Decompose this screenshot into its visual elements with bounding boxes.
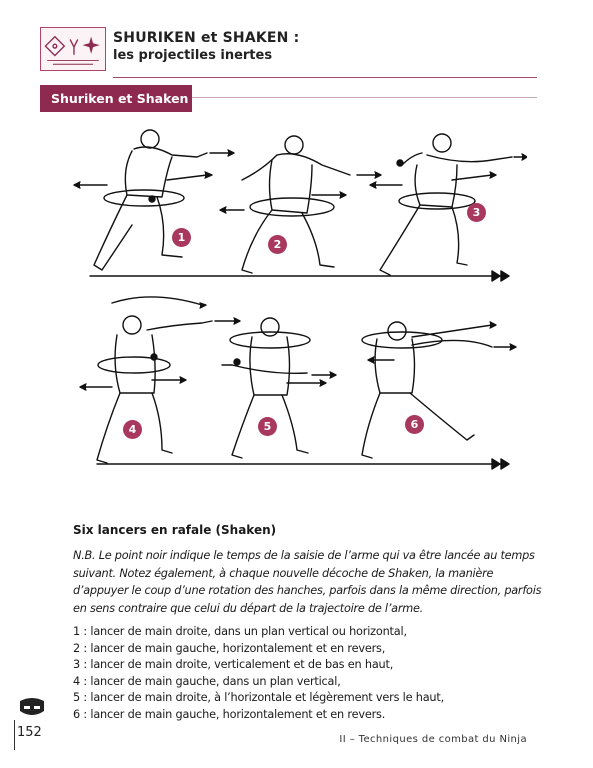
running-footer: II – Techniques de combat du Ninja xyxy=(339,734,527,745)
list-item: 4 : lancer de main gauche, dans un plan vertical, xyxy=(73,674,341,688)
throw-list xyxy=(73,624,543,723)
caption-note: N.B. Le point noir indique le temps de la saisie de l’arme qui va être lancée au temps suivant. Notez également, à chaque nouvelle décoche de Shaken, la manière d’appuyer le coup d’une rotation des hanches, parfois dans la même direction, parfois en sens contraire que celui du départ de la trajectoire de l’arme. xyxy=(73,549,542,615)
figure-4 xyxy=(80,297,240,463)
caption-heading: Six lancers en rafale (Shaken) xyxy=(73,523,277,537)
figure-5 xyxy=(222,318,336,458)
header-divider xyxy=(113,77,537,78)
step-badge-6: 6 xyxy=(405,415,424,434)
chapter-title xyxy=(113,30,533,65)
step-badge-3: 3 xyxy=(467,203,486,222)
figure-3 xyxy=(370,134,527,275)
section-tab: Shuriken et Shaken 4 xyxy=(40,85,192,112)
chapter-title-line2: les projectiles inertes xyxy=(113,48,273,63)
list-item: 1 : lancer de main droite, dans un plan vertical ou horizontal, xyxy=(73,625,407,638)
list-item: 6 : lancer de main gauche, horizontalement et en revers. xyxy=(73,707,386,721)
list-item: 3 : lancer de main droite, verticalement et de bas en haut, xyxy=(73,658,394,671)
list-item: 2 : lancer de main gauche, horizontalement et en revers, xyxy=(73,641,386,655)
list-item: 5 : lancer de main droite, à l’horizontale et légèrement vers le haut, xyxy=(73,691,444,704)
step-badge-5: 5 xyxy=(258,417,277,436)
shuriken-icons xyxy=(40,27,106,71)
page-number-rule xyxy=(14,720,15,750)
throw-sequence-illustration xyxy=(72,125,527,485)
page-number: 152 xyxy=(17,725,42,740)
ninja-mask-icon xyxy=(17,697,47,719)
caption-block xyxy=(73,523,543,723)
figure-6 xyxy=(362,322,516,458)
section-divider xyxy=(192,97,537,98)
step-badge-1: 1 xyxy=(172,228,191,247)
step-badge-4: 4 xyxy=(123,420,142,439)
figure-1 xyxy=(74,130,234,270)
step-badge-2: 2 xyxy=(268,235,287,254)
figure-2 xyxy=(220,136,381,273)
chapter-title-line1: SHURIKEN et SHAKEN : xyxy=(113,30,300,46)
